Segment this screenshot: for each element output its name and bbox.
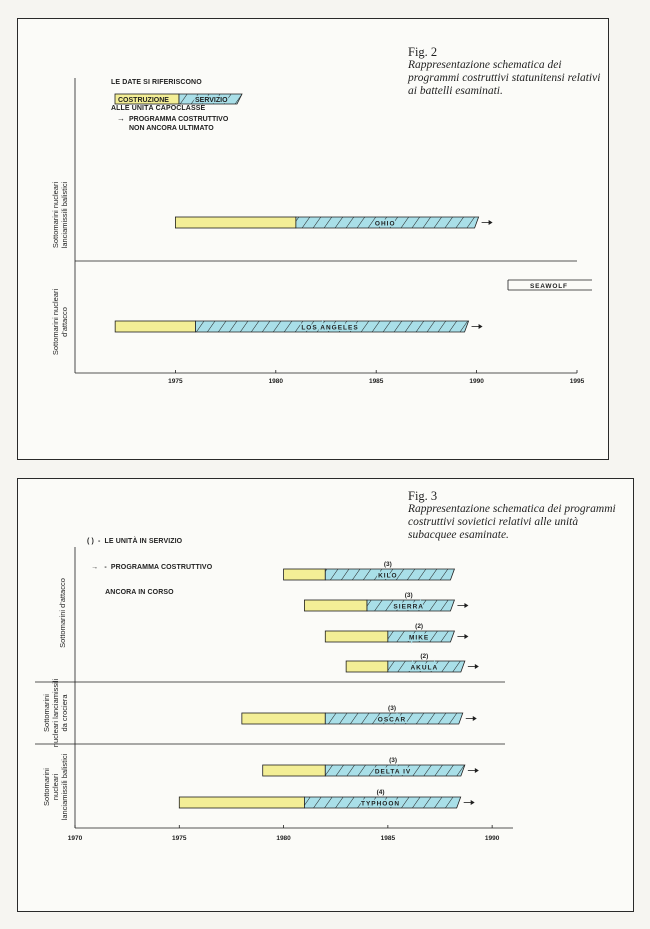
bar-label: LOS ANGELES: [301, 324, 359, 332]
fig2-description: Rappresentazione schematica dei programmi costruttivi statunitensi relativi ai battelli esaminati.: [408, 59, 601, 97]
fig2-group-label-1-line1: Sottomarini nucleari: [51, 288, 60, 356]
fig3-tick-label: 1990: [484, 835, 500, 842]
fig2-group-label-1-line2: d'attacco: [60, 307, 69, 337]
bar-label: AKULA: [410, 664, 439, 672]
fig2-tick-label: 1980: [268, 378, 284, 385]
bar-label: TYPHOON: [360, 800, 401, 808]
bar-count-label: (3): [388, 705, 397, 712]
bar-label: OSCAR: [377, 716, 407, 724]
fig3-group-label-2-line2: nucleari: [51, 773, 60, 801]
fig3-group-label-1-line2: nucleari lanciamissili: [51, 678, 60, 748]
fig2-label: Fig. 2: [408, 45, 438, 59]
construction-bar: [242, 713, 325, 724]
legend-arrow-line2: NON ANCORA ULTIMATO: [129, 125, 214, 132]
bar-count-label: (3): [404, 592, 413, 599]
fig2-group-label-0-line2: lanciamissili balistici: [60, 181, 69, 249]
fig3-note-line1: ( ) - LE UNITÀ IN SERVIZIO: [87, 538, 183, 545]
fig3-note-line2: → - PROGRAMMA COSTRUTTIVO: [87, 563, 213, 571]
fig3-group-label-2: [42, 753, 69, 820]
fig3-tick-label: 1985: [380, 835, 396, 842]
fig2-note-line2: ALLE UNITÀ CAPOCLASSE: [111, 104, 206, 112]
fig3-tick-label: 1970: [67, 835, 83, 842]
fig3-note-line3: ANCORA IN CORSO: [87, 589, 174, 596]
bar-label: SIERRA: [393, 603, 424, 611]
construction-bar: [325, 631, 388, 642]
fig2-tick-label: 1995: [569, 378, 585, 385]
fig2-group-label-0-line1: Sottomarini nucleari: [51, 181, 60, 249]
fig3-description: Rappresentazione schematica dei programmi costruttivi sovietici relativi alle unità subacquee esaminate.: [408, 503, 616, 541]
bar-label: OHIO: [374, 220, 396, 228]
bar-label: KILO: [378, 572, 398, 580]
bar-count-label: (3): [389, 757, 398, 764]
construction-bar: [263, 765, 326, 776]
fig3-x-ticks: [68, 825, 500, 842]
bar-count-label: (4): [376, 789, 385, 796]
ongoing-arrowhead-icon: [475, 664, 479, 669]
ongoing-arrowhead-icon: [464, 603, 468, 608]
fig3-tick-label: 1975: [172, 835, 187, 842]
legend-service-label: SERVIZIO: [195, 97, 228, 104]
legend-arrow-line1: PROGRAMMA COSTRUTTIVO: [129, 116, 229, 123]
fig3-group-label-2-line1: Sottomarini: [42, 768, 51, 806]
bar-count-label: (3): [383, 561, 392, 568]
bar-count-label: (2): [415, 623, 424, 630]
ongoing-arrowhead-icon: [464, 634, 468, 639]
fig3-group-label-1-line3: da crociera: [60, 694, 69, 732]
fig2-tick-label: 1985: [368, 378, 384, 385]
bar-count-label: (2): [420, 653, 429, 660]
fig3-label: Fig. 3: [408, 489, 438, 503]
construction-bar: [179, 797, 304, 808]
construction-bar: [284, 569, 326, 580]
bar-label: DELTA IV: [374, 768, 412, 776]
bar-label: MIKE: [409, 634, 430, 642]
fig3-group-label-0: [58, 578, 67, 648]
fig3-group-label-2-line3: lanciamissili balistici: [60, 753, 69, 821]
fig3-tick-label: 1980: [276, 835, 291, 842]
legend-construction-label: COSTRUZIONE: [118, 97, 169, 104]
fig3-bars: [179, 561, 479, 808]
ongoing-arrowhead-icon: [473, 716, 477, 721]
fig2-tick-label: 1975: [168, 378, 183, 385]
fig2-tick-label: 1990: [469, 378, 484, 385]
construction-bar: [346, 661, 388, 672]
ongoing-arrowhead-icon: [475, 768, 479, 773]
legend-arrow-icon: →: [117, 114, 125, 123]
fig3-group-label-0-line1: Sottomarini d'attacco: [58, 578, 67, 648]
fig3-group-label-1: [42, 678, 69, 747]
seawolf-label: SEAWOLF: [530, 283, 568, 290]
ongoing-arrowhead-icon: [471, 800, 475, 805]
fig3-group-label-1-line1: Sottomarini: [42, 694, 51, 732]
fig2-note-line1: LE DATE SI RIFERISCONO: [111, 79, 202, 86]
construction-bar: [304, 600, 367, 611]
